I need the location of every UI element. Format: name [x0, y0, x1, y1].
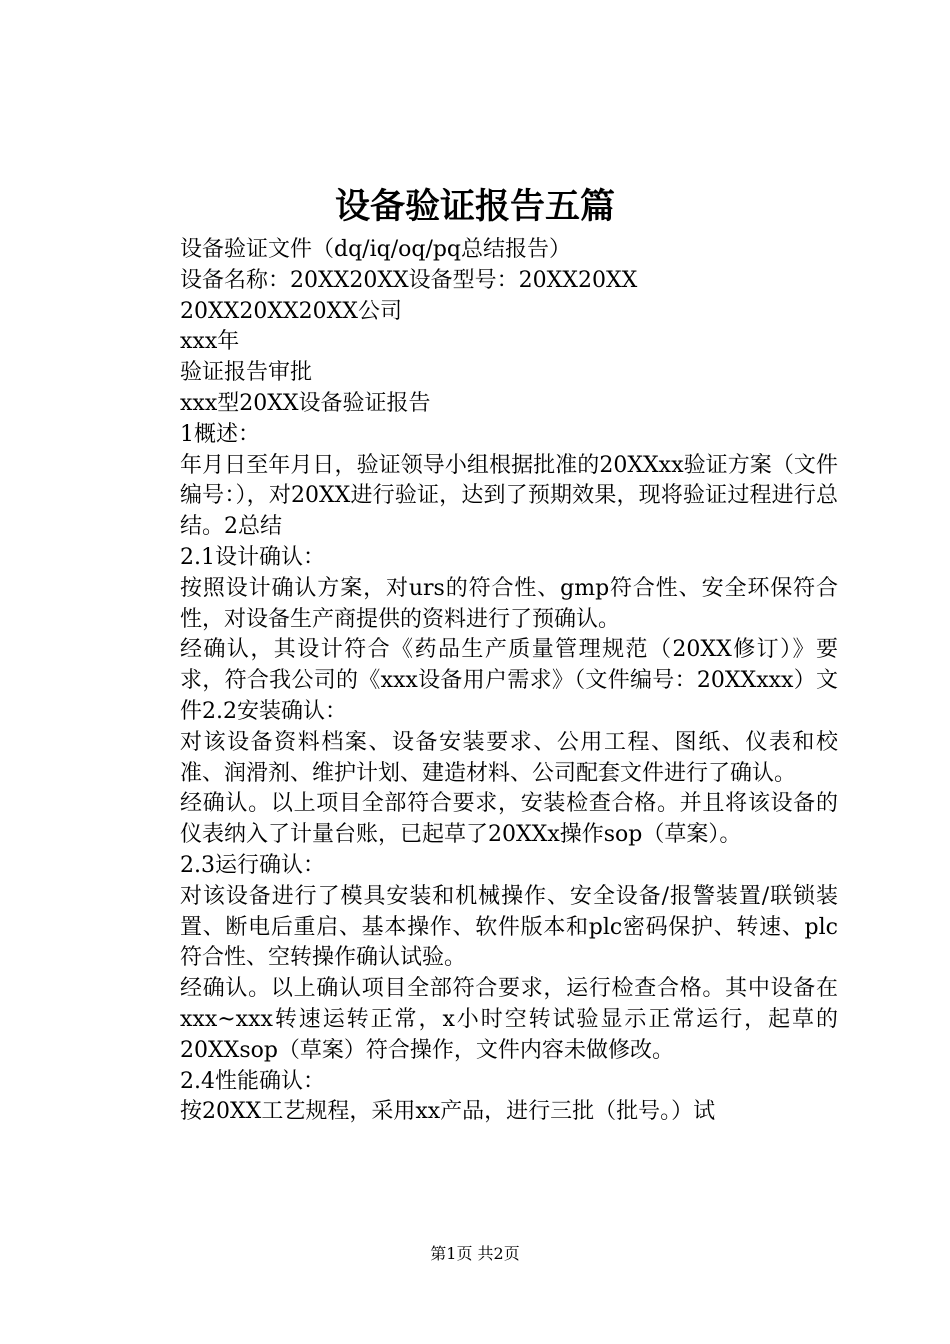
paragraph: xxx型20XX设备验证报告 [180, 390, 431, 416]
section-heading: 2.4性能确认： [180, 1068, 325, 1094]
paragraph: 对该设备进行了模具安装和机械操作、安全设备/报警装置/联锁装置、断电后重启、基本操作、软件版本和plc密码保护、转速、plc符合性、空转操作确认试验。 [180, 883, 838, 971]
section-heading: 1概述： [180, 421, 260, 447]
paragraph: 年月日至年月日，验证领导小组根据批准的20XXxx验证方案（文件编号：），对20XX进行验证，达到了预期效果，现将验证过程进行总结。2总结 [180, 452, 838, 540]
paragraph: 按照设计确认方案，对urs的符合性、gmp符合性、安全环保符合性，对设备生产商提供的资料进行了预确认。 [180, 575, 838, 632]
paragraph: 对该设备资料档案、设备安装要求、公用工程、图纸、仪表和校准、润滑剂、维护计划、建造材料、公司配套文件进行了确认。 [180, 729, 838, 786]
paragraph: 20XX20XX20XX公司 [180, 298, 402, 324]
paragraph: 设备验证文件（dq/iq/oq/pq总结报告） [180, 237, 572, 262]
document-body [128, 235, 838, 1128]
paragraph: 按20XX工艺规程，采用xx产品，进行三批（批号。）试 [180, 1099, 716, 1125]
section-heading: 2.3运行确认： [180, 852, 325, 878]
paragraph: 经确认。以上确认项目全部符合要求，运行检查合格。其中设备在xxx~xxx转速运转正常，x小时空转试验显示正常运行，起草的20XXsop（草案）符合操作，文件内容未做修改。 [180, 976, 838, 1063]
paragraph: 验证报告审批 [180, 360, 313, 386]
page-footer: 第1页 共2页 [430, 1244, 520, 1263]
paragraph: 经确认，其设计符合《药品生产质量管理规范（20XX修订）》要求，符合我公司的《xxx设备用户需求》（文件编号：20XXxxx）文件2.2安装确认： [180, 637, 838, 724]
section-heading: 2.1设计确认： [180, 544, 325, 570]
document-title: 设备验证报告五篇 [334, 186, 615, 227]
paragraph: xxx年 [180, 329, 240, 355]
paragraph: 经确认。以上项目全部符合要求，安装检查合格。并且将该设备的仪表纳入了计量台账，已起草了20XXx操作sop（草案）。 [180, 791, 838, 848]
paragraph: 设备名称：20XX20XX设备型号：20XX20XX [180, 267, 638, 293]
